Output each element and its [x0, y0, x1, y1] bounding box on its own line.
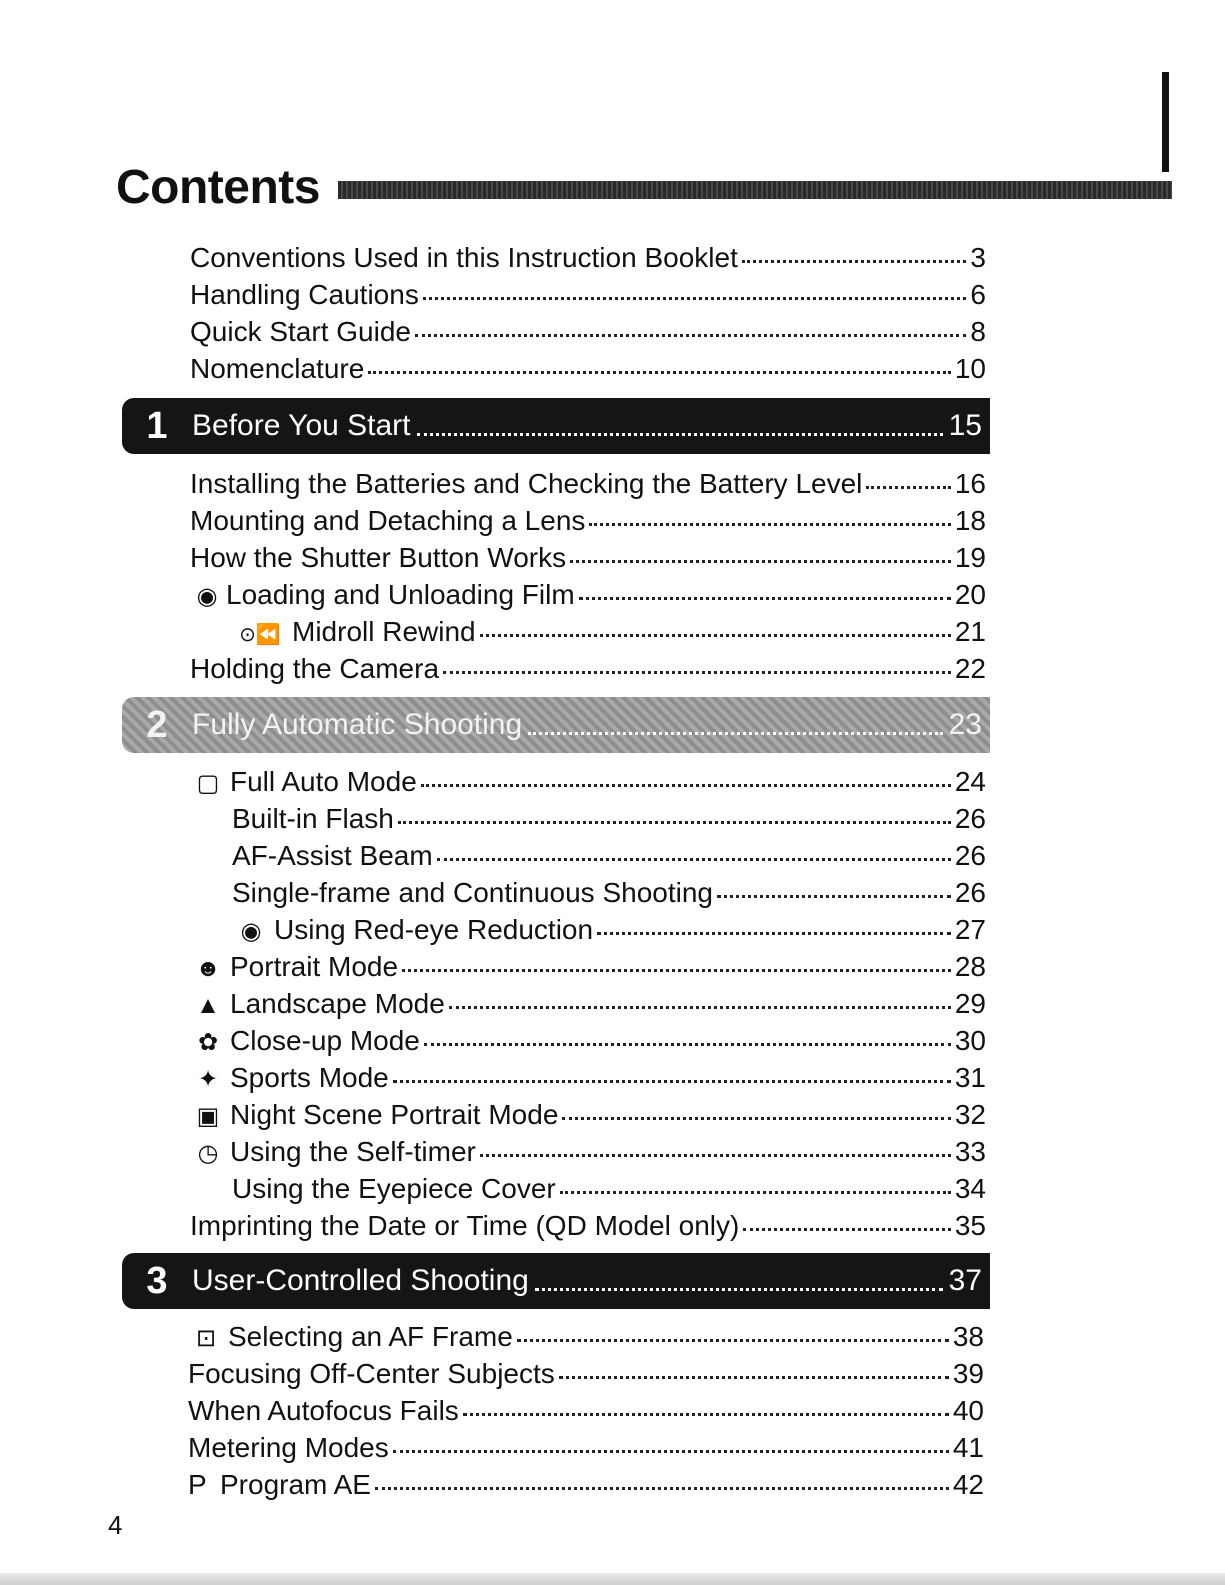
toc-entry[interactable]: ✦ Sports Mode 31	[190, 1060, 986, 1096]
af-frame-icon: ⊡	[195, 1325, 217, 1352]
page-number: 4	[108, 1510, 123, 1540]
toc-entry[interactable]: When Autofocus Fails 40	[188, 1395, 984, 1426]
portrait-icon: ☻	[195, 955, 221, 982]
toc-entry-conventions[interactable]: Conventions Used in this Instruction Booklet 3	[190, 242, 986, 273]
toc-entry[interactable]: Installing the Batteries and Checking the Battery Level 16	[190, 468, 986, 499]
toc-entry[interactable]: ⊙⏪ Midroll Rewind 21	[232, 614, 986, 650]
close-up-icon: ✿	[197, 1029, 219, 1056]
toc-entry[interactable]: Using the Eyepiece Cover 34	[232, 1173, 986, 1204]
landscape-icon: ▲	[196, 992, 220, 1019]
toc-entry[interactable]: ◷ Using the Self-timer 33	[190, 1134, 986, 1170]
title-rule	[338, 181, 1172, 199]
contents-header	[116, 160, 1166, 220]
toc-entry[interactable]: AF-Assist Beam 26	[232, 840, 986, 871]
night-scene-icon: ▣	[196, 1103, 220, 1130]
toc-entry[interactable]: Imprinting the Date or Time (QD Model only) 35	[190, 1210, 986, 1241]
film-icon: ◉	[196, 583, 218, 610]
chapter-3-heading[interactable]: 3 User-Controlled Shooting 37	[122, 1253, 990, 1309]
page-title: Contents	[116, 161, 320, 214]
program-icon: P	[188, 1469, 207, 1500]
toc-entry[interactable]: Built-in Flash 26	[232, 803, 986, 834]
rewind-icon: ⊙⏪	[239, 624, 281, 646]
toc-entry[interactable]: Holding the Camera 22	[190, 653, 986, 684]
toc-entry[interactable]: ▲ Landscape Mode 29	[190, 986, 986, 1022]
self-timer-icon: ◷	[197, 1140, 219, 1167]
toc-entry[interactable]: Mounting and Detaching a Lens 18	[190, 505, 986, 536]
toc-entry[interactable]: ▢ Full Auto Mode 24	[190, 764, 986, 800]
toc-entry[interactable]: ☻ Portrait Mode 28	[190, 949, 986, 985]
chapter-2-heading[interactable]: 2 Fully Automatic Shooting 23	[122, 697, 990, 753]
toc-entry[interactable]: ◉ Loading and Unloading Film 20	[190, 577, 986, 613]
chapter-1-heading[interactable]: 1 Before You Start 15	[122, 398, 990, 454]
red-eye-icon: ◉	[240, 918, 262, 945]
scan-bottom-edge	[0, 1573, 1225, 1585]
toc-entry[interactable]: How the Shutter Button Works 19	[190, 542, 986, 573]
sports-icon: ✦	[197, 1066, 219, 1093]
toc-entry-handling-cautions[interactable]: Handling Cautions 6	[190, 279, 986, 310]
toc-entry[interactable]: Metering Modes 41	[188, 1432, 984, 1463]
toc-entry[interactable]: ◉ Using Red-eye Reduction 27	[232, 912, 986, 948]
toc-entry[interactable]: ✿ Close-up Mode 30	[190, 1023, 986, 1059]
toc-entry[interactable]: ▣ Night Scene Portrait Mode 32	[190, 1097, 986, 1133]
toc-entry[interactable]: P Program AE 42	[188, 1467, 984, 1503]
toc-entry-nomenclature[interactable]: Nomenclature 10	[190, 353, 986, 384]
page-edge-marker	[1162, 72, 1169, 172]
toc-entry[interactable]: Single-frame and Continuous Shooting 26	[232, 877, 986, 908]
full-auto-icon: ▢	[196, 770, 220, 797]
toc-entry[interactable]: ⊡ Selecting an AF Frame 38	[188, 1319, 984, 1355]
toc-entry-quick-start[interactable]: Quick Start Guide 8	[190, 316, 986, 347]
toc-entry[interactable]: Focusing Off-Center Subjects 39	[188, 1358, 984, 1389]
